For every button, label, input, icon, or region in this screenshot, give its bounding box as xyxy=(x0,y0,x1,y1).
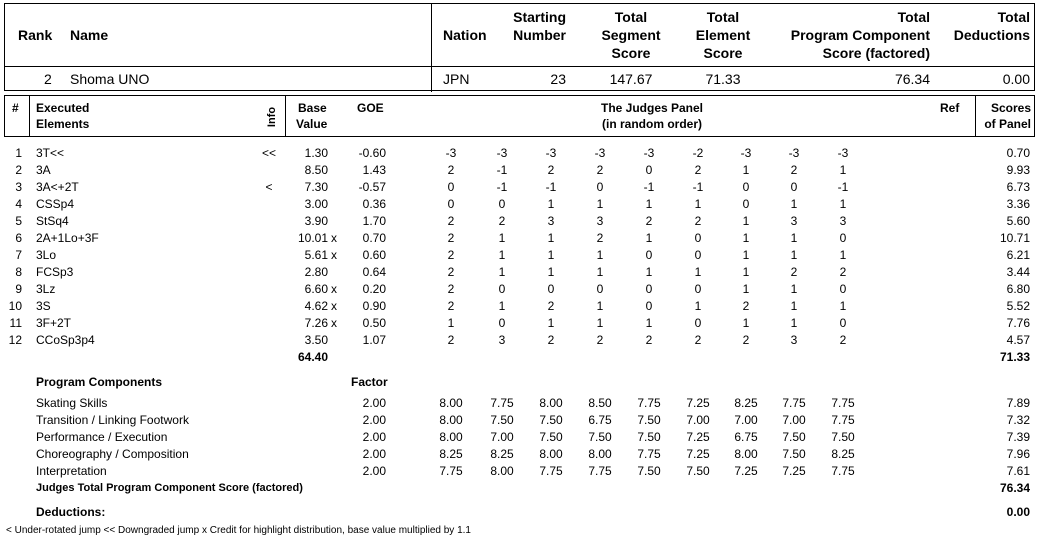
judge-score: 1 xyxy=(839,248,847,262)
judge-score: -3 xyxy=(788,146,800,160)
component-judge-score: 7.50 xyxy=(782,447,806,461)
element-num: 8 xyxy=(15,265,22,279)
element-num: 2 xyxy=(15,163,22,177)
element-num: 7 xyxy=(15,248,22,262)
component-judge-score: 6.75 xyxy=(588,413,612,427)
header-tes-3: Score xyxy=(703,45,743,61)
component-judge-score: 7.75 xyxy=(439,464,463,478)
element-base: 2.80 xyxy=(304,265,328,279)
judge-score: 0 xyxy=(645,248,653,262)
component-judge-score: 7.75 xyxy=(831,464,855,478)
component-judge-score: 6.75 xyxy=(734,430,758,444)
element-base: 3.90 xyxy=(304,214,328,228)
component-judge-score: 7.50 xyxy=(490,413,514,427)
pc-factor-header: Factor xyxy=(351,375,388,389)
skater-rank: 2 xyxy=(44,71,52,87)
element-name: 3Lo xyxy=(36,248,57,262)
element-x: x xyxy=(331,316,337,330)
component-score: 7.89 xyxy=(1006,396,1030,410)
judge-score: -3 xyxy=(837,146,849,160)
element-goe: 1.43 xyxy=(362,163,386,177)
judge-score: 1 xyxy=(742,231,750,245)
judge-score: 1 xyxy=(498,231,506,245)
skater-total-element-score: 71.33 xyxy=(705,71,741,87)
header-pcs-1: Total xyxy=(897,9,930,25)
judge-score: 1 xyxy=(645,265,653,279)
judge-score: 2 xyxy=(447,248,455,262)
skater-total-pcs: 76.34 xyxy=(894,71,930,87)
component-judge-score: 7.25 xyxy=(686,430,710,444)
judge-score: 0 xyxy=(742,197,750,211)
judge-score: 3 xyxy=(790,214,798,228)
judge-score: 1 xyxy=(498,248,506,262)
deductions-value: 0.00 xyxy=(1006,505,1030,519)
element-score: 9.93 xyxy=(1006,163,1030,177)
judge-score: 0 xyxy=(694,231,702,245)
element-score: 6.21 xyxy=(1006,248,1030,262)
component-name: Choreography / Composition xyxy=(36,447,189,461)
element-base: 6.60 xyxy=(304,282,328,296)
component-factor: 2.00 xyxy=(362,464,386,478)
judge-score: -3 xyxy=(594,146,606,160)
element-goe: 0.20 xyxy=(362,282,386,296)
element-goe: 0.36 xyxy=(362,197,386,211)
element-score: 3.36 xyxy=(1006,197,1030,211)
judge-score: 2 xyxy=(839,265,847,279)
judge-score: -1 xyxy=(837,180,849,194)
judge-score: 1 xyxy=(596,248,604,262)
element-score: 6.80 xyxy=(1006,282,1030,296)
judge-score: 1 xyxy=(742,248,750,262)
judge-score: -3 xyxy=(545,146,557,160)
judge-score: 0 xyxy=(547,282,555,296)
judge-score: 0 xyxy=(839,316,847,330)
judge-score: 2 xyxy=(694,214,702,228)
col-base-1: Base xyxy=(298,101,327,115)
summary-divider xyxy=(5,66,1034,67)
pcs-total-label: Judges Total Program Component Score (factored) xyxy=(36,482,303,494)
judge-score: 2 xyxy=(447,163,455,177)
element-num: 5 xyxy=(15,214,22,228)
header-tes-2: Element xyxy=(695,27,751,43)
component-judge-score: 8.00 xyxy=(734,447,758,461)
header-nation: Nation xyxy=(443,27,487,43)
col-exec-2: Elements xyxy=(36,117,90,131)
component-judge-score: 7.00 xyxy=(686,413,710,427)
element-name: CSSp4 xyxy=(36,197,75,211)
element-base: 10.01 xyxy=(297,231,328,245)
header-tes-1: Total xyxy=(706,9,740,25)
component-judge-score: 7.50 xyxy=(637,413,661,427)
element-info: < xyxy=(265,180,273,194)
component-judge-score: 7.75 xyxy=(637,447,661,461)
element-name: StSq4 xyxy=(36,214,69,228)
element-num: 6 xyxy=(15,231,22,245)
judge-score: -2 xyxy=(692,146,704,160)
judge-score: 2 xyxy=(447,333,455,347)
judge-score: 2 xyxy=(790,163,798,177)
element-base: 7.26 xyxy=(304,316,328,330)
component-judge-score: 7.00 xyxy=(782,413,806,427)
col-judges-1: The Judges Panel xyxy=(600,101,704,115)
judge-score: 0 xyxy=(645,282,653,296)
component-factor: 2.00 xyxy=(362,430,386,444)
element-score: 7.76 xyxy=(1006,316,1030,330)
header-rank: Rank xyxy=(18,27,53,43)
header-ded-2: Deductions xyxy=(953,27,1030,43)
component-judge-score: 8.50 xyxy=(588,396,612,410)
element-base: 3.00 xyxy=(304,197,328,211)
base-total: 64.40 xyxy=(297,350,328,364)
judge-score: 1 xyxy=(694,197,702,211)
element-name: 3F+2T xyxy=(36,316,72,330)
judge-score: 0 xyxy=(498,316,506,330)
judge-score: 1 xyxy=(839,197,847,211)
judge-score: 1 xyxy=(790,316,798,330)
judge-score: 0 xyxy=(596,180,604,194)
judge-score: 3 xyxy=(596,214,604,228)
component-name: Interpretation xyxy=(36,464,107,478)
element-num: 11 xyxy=(9,316,22,330)
judge-score: 3 xyxy=(790,333,798,347)
judge-score: 1 xyxy=(547,231,555,245)
col-info-label: Info xyxy=(266,106,278,128)
judge-score: -1 xyxy=(496,163,508,177)
legend: < Under-rotated jump << Downgraded jump x Credit for highlight distribution, base value multiplied by 1.1 xyxy=(6,525,471,536)
judge-score: 0 xyxy=(447,180,455,194)
judge-score: -1 xyxy=(692,180,704,194)
component-judge-score: 7.25 xyxy=(686,396,710,410)
judge-score: 0 xyxy=(498,197,506,211)
component-judge-score: 8.00 xyxy=(439,413,463,427)
component-factor: 2.00 xyxy=(362,396,386,410)
element-goe: 1.07 xyxy=(362,333,386,347)
judge-score: 0 xyxy=(694,316,702,330)
element-num: 4 xyxy=(15,197,22,211)
judge-score: 2 xyxy=(645,214,653,228)
judge-score: 2 xyxy=(596,163,604,177)
component-judge-score: 7.50 xyxy=(686,464,710,478)
judge-score: 2 xyxy=(447,231,455,245)
element-x: x xyxy=(331,248,337,262)
judge-score: 0 xyxy=(694,282,702,296)
element-goe: 0.70 xyxy=(362,231,386,245)
judge-score: 1 xyxy=(447,316,455,330)
element-base: 1.30 xyxy=(304,146,328,160)
judge-score: 2 xyxy=(447,299,455,313)
judge-score: 1 xyxy=(645,231,653,245)
component-judge-score: 8.25 xyxy=(490,447,514,461)
col-scores-2: of Panel xyxy=(984,117,1031,131)
judge-score: 1 xyxy=(547,316,555,330)
col-scores-1: Scores xyxy=(990,101,1031,115)
element-score: 4.57 xyxy=(1006,333,1030,347)
component-judge-score: 7.25 xyxy=(782,464,806,478)
component-judge-score: 8.25 xyxy=(831,447,855,461)
judge-score: 1 xyxy=(645,316,653,330)
component-judge-score: 7.75 xyxy=(831,396,855,410)
judge-score: 3 xyxy=(839,214,847,228)
component-judge-score: 7.75 xyxy=(588,464,612,478)
judge-score: 1 xyxy=(547,248,555,262)
component-judge-score: 7.25 xyxy=(686,447,710,461)
judge-score: 1 xyxy=(790,231,798,245)
col-goe: GOE xyxy=(357,101,384,115)
element-goe: -0.57 xyxy=(358,180,386,194)
element-score: 5.60 xyxy=(1006,214,1030,228)
header-starting-2: Number xyxy=(513,27,566,43)
component-score: 7.96 xyxy=(1006,447,1030,461)
skater-total-deductions: 0.00 xyxy=(1002,71,1030,87)
judge-score: 1 xyxy=(839,299,847,313)
element-num: 9 xyxy=(15,282,22,296)
header-tss-1: Total xyxy=(614,9,648,25)
judge-score: 1 xyxy=(839,163,847,177)
element-goe: 0.50 xyxy=(362,316,386,330)
vline-info xyxy=(285,96,286,136)
judge-score: 3 xyxy=(498,333,506,347)
skater-nation: JPN xyxy=(443,71,470,87)
element-num: 10 xyxy=(8,299,22,313)
judge-score: 0 xyxy=(645,163,653,177)
component-judge-score: 7.50 xyxy=(539,430,563,444)
component-judge-score: 7.50 xyxy=(637,430,661,444)
col-info xyxy=(264,105,280,129)
judge-score: 1 xyxy=(498,265,506,279)
component-judge-score: 7.00 xyxy=(490,430,514,444)
element-goe: 0.90 xyxy=(362,299,386,313)
elements-header xyxy=(4,95,1035,137)
component-judge-score: 7.00 xyxy=(734,413,758,427)
judge-score: 2 xyxy=(447,282,455,296)
judge-score: 1 xyxy=(547,265,555,279)
judge-score: 1 xyxy=(596,299,604,313)
element-score: 6.73 xyxy=(1006,180,1030,194)
component-judge-score: 7.75 xyxy=(782,396,806,410)
header-name: Name xyxy=(70,27,109,43)
element-name: 3T<< xyxy=(36,146,65,160)
judge-score: 2 xyxy=(839,333,847,347)
col-exec-1: Executed xyxy=(36,101,90,115)
vline-num xyxy=(29,96,30,136)
judge-score: 3 xyxy=(547,214,555,228)
header-ded-1: Total xyxy=(997,9,1030,25)
col-judges-2: (in random order) xyxy=(601,117,702,131)
header-tss-2: Segment xyxy=(601,27,661,43)
judge-score: 1 xyxy=(596,197,604,211)
skater-name: Shoma UNO xyxy=(70,71,150,87)
judge-score: 2 xyxy=(498,214,506,228)
component-factor: 2.00 xyxy=(362,447,386,461)
judge-score: -1 xyxy=(545,180,557,194)
judge-score: 1 xyxy=(498,299,506,313)
element-num: 1 xyxy=(15,146,22,160)
component-judge-score: 7.75 xyxy=(637,396,661,410)
component-judge-score: 7.50 xyxy=(782,430,806,444)
component-judge-score: 7.50 xyxy=(637,464,661,478)
element-base: 3.50 xyxy=(304,333,328,347)
element-base: 8.50 xyxy=(304,163,328,177)
component-judge-score: 7.75 xyxy=(490,396,514,410)
element-goe: 1.70 xyxy=(362,214,386,228)
judge-score: 1 xyxy=(596,316,604,330)
judge-score: 0 xyxy=(839,231,847,245)
judge-score: 1 xyxy=(790,299,798,313)
judge-score: 2 xyxy=(742,299,750,313)
component-judge-score: 7.75 xyxy=(831,413,855,427)
element-score: 3.44 xyxy=(1006,265,1030,279)
element-score: 10.71 xyxy=(999,231,1030,245)
judge-score: 2 xyxy=(447,214,455,228)
judge-score: 2 xyxy=(596,231,604,245)
header-starting-1: Starting xyxy=(513,9,566,25)
element-base: 4.62 xyxy=(304,299,328,313)
component-judge-score: 7.50 xyxy=(588,430,612,444)
element-score: 0.70 xyxy=(1006,146,1030,160)
component-judge-score: 7.25 xyxy=(734,464,758,478)
skater-total-segment-score: 147.67 xyxy=(609,71,653,87)
element-name: CCoSp3p4 xyxy=(36,333,95,347)
judge-score: -3 xyxy=(496,146,508,160)
component-name: Performance / Execution xyxy=(36,430,168,444)
judge-score: 1 xyxy=(742,214,750,228)
judge-score: 0 xyxy=(694,248,702,262)
col-num: # xyxy=(12,101,19,115)
judge-score: 0 xyxy=(742,180,750,194)
element-num: 3 xyxy=(15,180,22,194)
element-x: x xyxy=(331,299,337,313)
component-judge-score: 8.25 xyxy=(734,396,758,410)
judge-score: 1 xyxy=(742,282,750,296)
element-goe: -0.60 xyxy=(358,146,386,160)
judge-score: -3 xyxy=(740,146,752,160)
element-name: 3S xyxy=(36,299,51,313)
judge-score: 1 xyxy=(645,197,653,211)
judge-score: 2 xyxy=(742,333,750,347)
judge-score: -1 xyxy=(643,180,655,194)
judge-score: 2 xyxy=(694,163,702,177)
judge-score: 1 xyxy=(742,265,750,279)
component-factor: 2.00 xyxy=(362,413,386,427)
element-name: 3A<+2T xyxy=(36,180,79,194)
judge-score: 0 xyxy=(839,282,847,296)
col-ref: Ref xyxy=(940,101,960,115)
judge-score: -3 xyxy=(643,146,655,160)
element-x: x xyxy=(331,282,337,296)
judge-score: -3 xyxy=(445,146,457,160)
judge-score: 0 xyxy=(645,299,653,313)
element-name: FCSp3 xyxy=(36,265,74,279)
component-score: 7.61 xyxy=(1006,464,1030,478)
component-judge-score: 8.25 xyxy=(439,447,463,461)
judge-score: 2 xyxy=(790,265,798,279)
component-judge-score: 8.00 xyxy=(588,447,612,461)
summary-vline-nation xyxy=(431,4,432,92)
judge-score: 1 xyxy=(790,282,798,296)
component-judge-score: 7.50 xyxy=(831,430,855,444)
component-judge-score: 7.50 xyxy=(539,413,563,427)
element-name: 2A+1Lo+3F xyxy=(36,231,99,245)
col-base-2: Value xyxy=(296,117,328,131)
component-judge-score: 8.00 xyxy=(439,396,463,410)
component-name: Transition / Linking Footwork xyxy=(36,413,189,427)
element-base: 5.61 xyxy=(304,248,328,262)
header-pcs-3: Score (factored) xyxy=(822,45,930,61)
judge-score: 2 xyxy=(447,265,455,279)
component-judge-score: 8.00 xyxy=(490,464,514,478)
judge-score: 1 xyxy=(742,163,750,177)
judge-score: 1 xyxy=(742,316,750,330)
component-judge-score: 8.00 xyxy=(539,447,563,461)
judge-score: 1 xyxy=(790,197,798,211)
deductions-label: Deductions: xyxy=(36,505,106,519)
judge-score: 0 xyxy=(447,197,455,211)
judge-score: 1 xyxy=(694,299,702,313)
judge-score: 0 xyxy=(596,282,604,296)
judge-score: -1 xyxy=(496,180,508,194)
judge-score: 2 xyxy=(547,163,555,177)
pcs-total: 76.34 xyxy=(999,481,1030,495)
element-num: 12 xyxy=(8,333,22,347)
element-total: 71.33 xyxy=(999,350,1030,364)
component-judge-score: 7.75 xyxy=(539,464,563,478)
component-judge-score: 8.00 xyxy=(539,396,563,410)
component-score: 7.32 xyxy=(1006,413,1030,427)
element-base: 7.30 xyxy=(304,180,328,194)
element-score: 5.52 xyxy=(1006,299,1030,313)
judge-score: 1 xyxy=(547,197,555,211)
judge-score: 2 xyxy=(645,333,653,347)
judge-score: 1 xyxy=(596,265,604,279)
header-pcs-2: Program Component xyxy=(790,27,930,43)
pc-title: Program Components xyxy=(36,375,163,389)
judge-score: 2 xyxy=(547,299,555,313)
element-goe: 0.64 xyxy=(362,265,386,279)
component-name: Skating Skills xyxy=(36,396,108,410)
judge-score: 0 xyxy=(498,282,506,296)
judge-score: 0 xyxy=(790,180,798,194)
element-name: 3A xyxy=(36,163,51,177)
element-info: << xyxy=(261,146,276,160)
element-goe: 0.60 xyxy=(362,248,386,262)
element-name: 3Lz xyxy=(36,282,56,296)
component-score: 7.39 xyxy=(1006,430,1030,444)
element-x: x xyxy=(331,231,337,245)
skater-starting-number: 23 xyxy=(550,71,566,87)
header-tss-3: Score xyxy=(611,45,651,61)
judge-score: 2 xyxy=(694,333,702,347)
component-judge-score: 8.00 xyxy=(439,430,463,444)
judge-score: 2 xyxy=(596,333,604,347)
judge-score: 1 xyxy=(694,265,702,279)
judge-score: 2 xyxy=(547,333,555,347)
judge-score: 1 xyxy=(790,248,798,262)
